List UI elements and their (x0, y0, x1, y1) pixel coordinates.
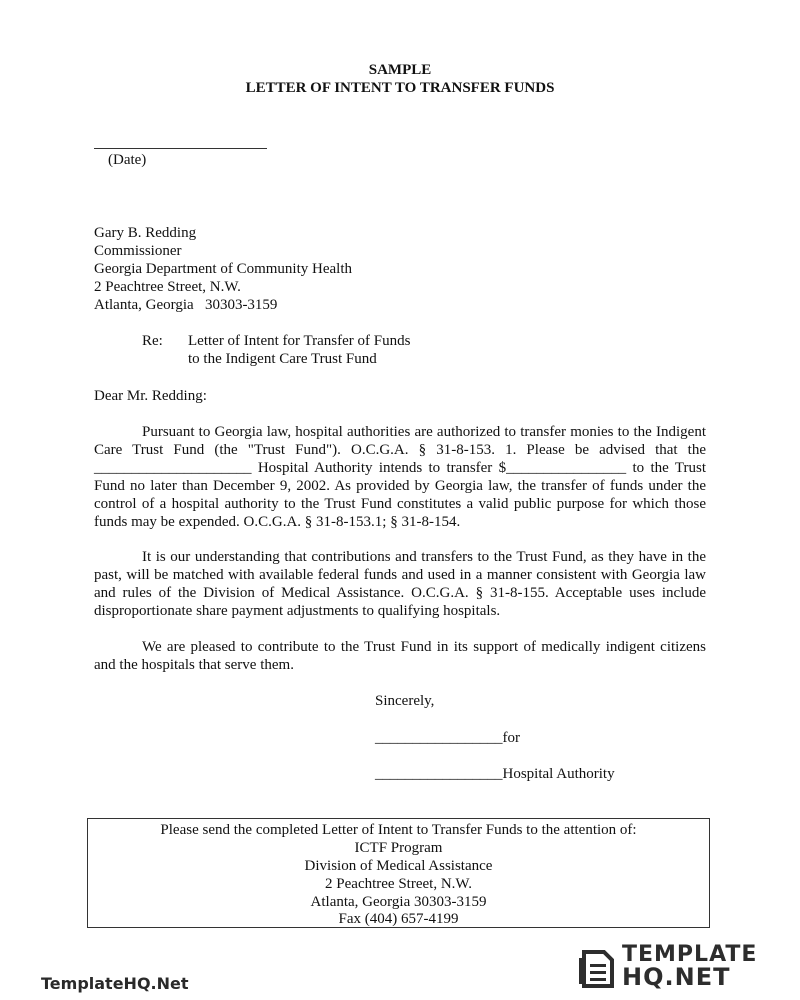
title-main: LETTER OF INTENT TO TRANSFER FUNDS (245, 80, 555, 96)
recipient-name: Gary B. Redding (94, 225, 197, 241)
paragraph-3 (94, 638, 706, 674)
notice-line-6: Fax (404) 657-4199 (338, 911, 459, 927)
paragraph-1 (94, 423, 706, 531)
notice-line-2: ICTF Program (354, 840, 443, 856)
notice-line-5: Atlanta, Georgia 30303-3159 (310, 894, 487, 910)
re-line-1: Letter of Intent for Transfer of Funds (188, 333, 411, 349)
date-label: (Date) (108, 152, 147, 168)
salutation: Dear Mr. Redding: (94, 388, 207, 404)
recipient-title: Commissioner (94, 243, 182, 259)
paragraph-1-text: Pursuant to Georgia law, hospital authorities are authorized to transfer monies to the Indigent Care Trust Fund (the "Trust Fund"). O.C.G.A. § 31-8-153. 1. Please be advised that the _____________________ Hospital Authority intends to transfer $________________ to the Trust Fund no later than December 9, 2002. As provided by Georgia law, the transfer of funds under the control of a hospital authority to the Trust Fund constitutes a valid public purpose for which those funds may be expended. O.C.G.A. § 31-8-153.1; § 31-8-154. (94, 424, 706, 530)
notice-line-4: 2 Peachtree Street, N.W. (325, 876, 472, 892)
notice-line-3: Division of Medical Assistance (304, 858, 493, 874)
templatehq-logo (578, 944, 768, 994)
recipient-street: 2 Peachtree Street, N.W. (94, 279, 241, 295)
closing-sincerely: Sincerely, (375, 693, 435, 709)
notice-line-1: Please send the completed Letter of Intent to Transfer Funds to the attention of: (160, 822, 637, 838)
logo-line-1: TEMPLATE (622, 942, 758, 967)
recipient-city: Atlanta, Georgia 30303-3159 (94, 297, 278, 313)
recipient-organization: Georgia Department of Community Health (94, 261, 352, 277)
paragraph-2 (94, 548, 706, 620)
logo-line-2: HQ.NET (622, 963, 731, 991)
re-line-2: to the Indigent Care Trust Fund (188, 351, 377, 367)
title-sample: SAMPLE (368, 62, 432, 78)
document-icon (578, 946, 618, 990)
signature-for-line: _________________for (375, 730, 520, 746)
paragraph-2-text: It is our understanding that contributions and transfers to the Trust Fund, as they have in the past, will be matched with available federal funds and used in a manner consistent with Georgia law and rules of the Division of Medical Assistance. O.C.G.A. § 31-8-155. Acceptable uses include disproportionate share payment adjustments to qualifying hospitals. (94, 549, 706, 619)
signature-authority-line: _________________Hospital Authority (375, 766, 615, 782)
date-blank-line (94, 148, 267, 149)
paragraph-3-text: We are pleased to contribute to the Trust Fund in its support of medically indigent citizens and the hospitals that serve them. (94, 639, 706, 673)
logo-text (622, 942, 758, 991)
watermark-text: TemplateHQ.Net (41, 974, 189, 993)
re-label: Re: (142, 333, 163, 349)
notice-box (87, 818, 710, 928)
